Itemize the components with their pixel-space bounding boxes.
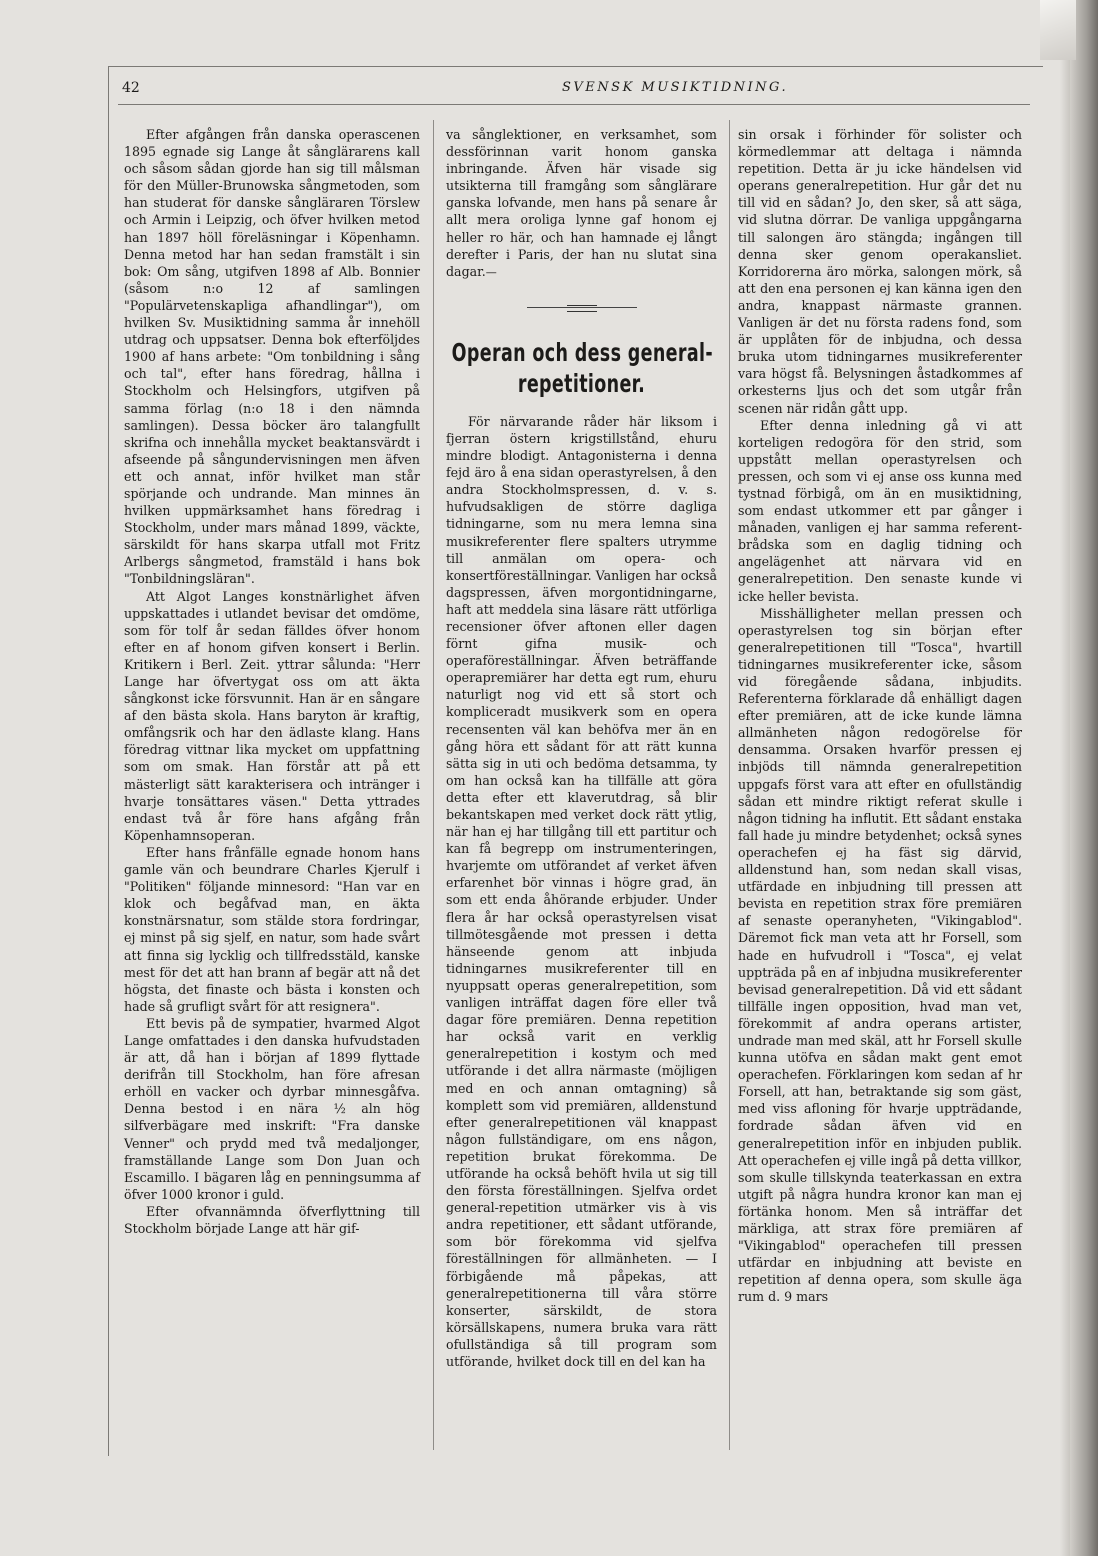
page-gutter-shadow (1060, 0, 1070, 1556)
paragraph: Efter ofvannämnda öfverflyttning till Stockholm började Lange att här gif- (124, 1203, 420, 1236)
end-mark: — (485, 265, 497, 279)
page-number: 42 (122, 80, 140, 96)
paragraph: Misshälligheter mellan pressen och operastyrelsen tog sin början efter generalrepetitionen till "Tosca", hvartill tidningarnes musikreferenter icke, såsom vid föregående sådana, inbjudits. Referenterna förklarade då enhälligt dagen efter premiären, att de icke kunde lämna allmänheten någon redogörelse för densamma. Orsaken hvarför pressen ej inbjöds till nämnda generalrepetition uppgafs först vara att efter en ofullständig sådan ett mindre riktigt referat skulle i någon tidning ha influtit. Ett sådant enstaka fall hade ju mindre betydenhet; också synes operachefen ej ha fäst sig därvid, alldenstund han, som nedan skall visas, utfärdade en inbjudning till pressen att bevista en repetition strax före premiären af senaste operanyheten, "Vikingablod". Däremot fick man veta att hr Forsell, som hade en hufvudroll i "Tosca", ej velat uppträda på en af inbjudna musikreferenter bevisad generalrepetition. Då vid ett sådant tillfälle ingen opposition, hvad man vet, förekommit af andra operans artister, undrade man med skäl, att hr Forsell skulle kunna utöfva en sådan makt gent emot operachefen. Förklaringen kom sedan af hr Forsell, att han, betraktande sig som gäst, med viss afloning för hvarje uppträdande, fordrade sådan äfven vid en generalrepetition inför en inbjuden publik. Att operachefen ej ville ingå på detta villkor, som skulle tillskynda teaterkassan en extra utgift på några hundra kronor kan man ej förtänka honom. Men så inträffar det märkliga, att strax före premiären af "Vikingablod" operachefen till pressen utfärdar en inbjudning att beviste en repetition af denna opera, som skulle äga rum d. 9 mars (738, 605, 1022, 1305)
paragraph-continued (446, 126, 717, 281)
column-divider (433, 120, 434, 1450)
paragraph: Efter hans frånfälle egnade honom hans gamle vän och beundrare Charles Kjerulf i "Politiken" följande minnesord: "Han var en klok och begåfvad man, en äkta konstnärsnatur, som stälde stora fordringar, ej minst på sig sjelf, en natur, som hade svårt att finna sig lycklig och tillfredsstäld, kanske mest för det att han brann af begär att nå det högsta, det finaste och bästa i konsten och hade så grufligt svårt för att resignera". (124, 844, 420, 1014)
text-column-2 (446, 126, 717, 1370)
article-heading (452, 337, 712, 399)
paragraph: Att Algot Langes konstnärlighet äfven uppskattades i utlandet bevisar det omdöme, som för tolf år sedan fälldes öfver honom efter en af honom gifven konsert i Berlin. Kritikern i Berl. Zeit. yttrar sålunda: "Herr Lange har öfvertygat oss om att äkta sångkonst icke försvunnit. Han är en sångare af den bästa skola. Hans baryton är kraftig, omfångsrik och har den ädlaste klang. Hans föredrag vittnar lika mycket om uppfattning som om smak. Han förstår att på ett mästerligt sätt karakterisera och intränger i hvarje tonsättares väsen." Detta yttrades endast två år före hans afgång från Köpenhamnsoperan. (124, 588, 420, 843)
paragraph: För närvarande råder här liksom i fjerran östern krigstillstånd, ehuru mindre blodigt. Antagonisterna i denna fejd äro å ena sidan operastyrelsen, å den andra Stockholmspressen, d. v. s. hufvudsakligen de större dagliga tidningarne, som nu mera lemna sina musikreferenter flere spalters utrymme till anmälan om opera- och konsertföreställningar. Vanligen har också dagspressen, äfven morgontidningarne, haft att meddela sina läsare rätt utförliga recensioner öfver aftonen eller dagen förnt gifna musik- och operaföreställningar. Äfven beträffande operapremiärer har detta egt rum, ehuru naturligt nog vid ett så stort och kompliceradt musikverk som en opera recensenten väl kan behöfva mer än en gång höra ett sådant för att rätt kunna sätta sig in uti och bedöma detsamma, ty om han också kan ha tillfälle att göra detta efter ett klaverutdrag, så blir bekantskapen med verket dock rätt ytlig, när han ej har tillgång till ett partitur och kan få begrepp om instrumenteringen, hvarjemte om utförandet af verket äfven erfarenhet bör vinnas i högre grad, än som ett enda åhörande erbjuder. Under flera år har också operastyrelsen visat tillmötesgående mot pressen i detta hänseende genom att inbjuda tidningarnes musikreferenter till en nyuppsatt operas generalrepetition, som vanligen inträffat dagen före eller två dagar före premiären. Denna repetition har också varit en verklig generalrepetition i kostym och med utförande i det allra närmaste (möjligen med en och annan omtagning) så komplett som vid premiären, alldenstund efter generalrepetitionen väl knappast någon fullständigare, om ens någon, repetition brukat förekomma. De utförande ha också behöft hvila ut sig till den första föreställningen. Sjelfva ordet general-repetition utmärker vis à vis andra repetitioner, ett sådant utförande, som bör förekomma vid sjelfva föreställningen för allmänheten. — I förbigående må påpekas, att generalrepetitionerna till våra större konserter, särskildt, de stora körsällskapens, numera bruka vara rätt ofullständiga så till program som utförande, hvilket dock till en del kan ha (446, 413, 717, 1369)
column-divider (729, 120, 730, 1450)
header-rule (118, 104, 1030, 105)
paragraph: Ett bevis på de sympatier, hvarmed Algot Lange omfattades i den danska hufvudstaden är att, då han i början af 1899 flyttade derifrån till Stockholm, han före afresan erhöll en vacker och dyrbar minnesgåfva. Denna bestod i en nära ½ aln hög silfverbägare med inskrift: "Fra danske Venner" och prydd med två medaljonger, framställande Lange som Don Juan och Escamillo. I bägaren låg en penningsumma af öfver 1000 kronor i guld. (124, 1015, 420, 1202)
book-binding-edge (1070, 0, 1098, 1556)
paragraph-continued: sin orsak i förhinder för solister och körmedlemmar att deltaga i nämnda repetition. Detta är ju icke händelsen vid operans generalrepetition. Hur går det nu till vid en sådan? Jo, den sker, så att säga, vid slutna dörrar. De vanliga uppgångarna till salongen äro stängda; ingången till denna sker genom operakansliet. Korridorerna äro mörka, salongen mörk, så att den ena personen ej kan känna igen den andra, knappast närmaste grannen. Vanligen är det nu första radens fond, som är upplåten för de inbjudna, och dessa bruka utom tidningarnes musikreferenter vara högst få. Belysningen åstadkommes af orkesterns ljus och det som utgår från scenen när ridån gått upp. (738, 127, 1022, 416)
article-heading-line: repetitioner. (517, 368, 646, 398)
paragraph: Efter afgången från danska operascenen 1895 egnade sig Lange åt sånglärarens kall och såsom sådan gjorde han sig till målsman för den Müller-Brunowska sångmetoden, som han studerat för danske sångläraren Törslew och Armin i Leipzig, och öfver hvilken metod han 1897 höll föreläsningar i Köpenhamn. Denna metod har han sedan framstält i sin bok: Om sång, utgifven 1898 af Alb. Bonnier (såsom n:o 12 af samlingen "Populärvetenskapliga afhandlingar"), om hvilken Sv. Musiktidning samma år innehöll utdrag och uppsatser. Denna bok efterföljdes 1900 af hans arbete: "Om tonbildning i sång och tal", efter hans föredrag, hållna i Stockholm och Helsingfors, utgifven på samma förlag (n:o 18 i den nämnda samlingen). Dessa böcker äro talangfullt skrifna och innehålla mycket beaktansvärdt i afseende på sångundervisningen men äfven ett och annat, inför hvilket man står spörjande och undrande. Man minnes än hvilken uppmärksamhet hans föredrag i Stockholm, under mars månad 1899, väckte, särskildt för hans skarpa utfall mot Fritz Arlbergs sångmetod, framstäld i hans bok "Tonbildningsläran". (124, 127, 420, 587)
page-header (102, 78, 1030, 106)
article-heading-line: Operan och dess general- (451, 337, 714, 367)
paragraph: Efter denna inledning gå vi att korteligen redogöra för den strid, som uppstått mellan operastyrelsen och pressen, och som vi ej anse oss kunna med tystnad förbigå, om än en musiktidning, som endast utkommer ett par gånger i månaden, vanligen ej har samma referent-brådska som en daglig tidning och angelägenhet att närvara vid en generalrepetition. Den senaste kunde vi icke heller bevista. (738, 417, 1022, 604)
continued-text: va sånglektioner, en verksamhet, som dessförinnan varit honom ganska inbringande. Äfven här visade sig utsikterna till framgång som sånglärare ganska lofvande, men hans på senare år allt mera oroliga lynne gaf honom ej heller ro här, och han hamnade ej långt derefter i Paris, der han nu slutat sina dagar. (446, 127, 717, 279)
ornamental-divider (527, 303, 637, 313)
text-column-1 (124, 126, 420, 1237)
text-column-3 (738, 126, 1022, 1305)
running-title: SVENSK MUSIKTIDNING. (562, 80, 789, 95)
frame-left-rule (108, 66, 109, 1456)
folded-page-corner (1040, 0, 1076, 60)
frame-top-rule (108, 66, 1043, 67)
